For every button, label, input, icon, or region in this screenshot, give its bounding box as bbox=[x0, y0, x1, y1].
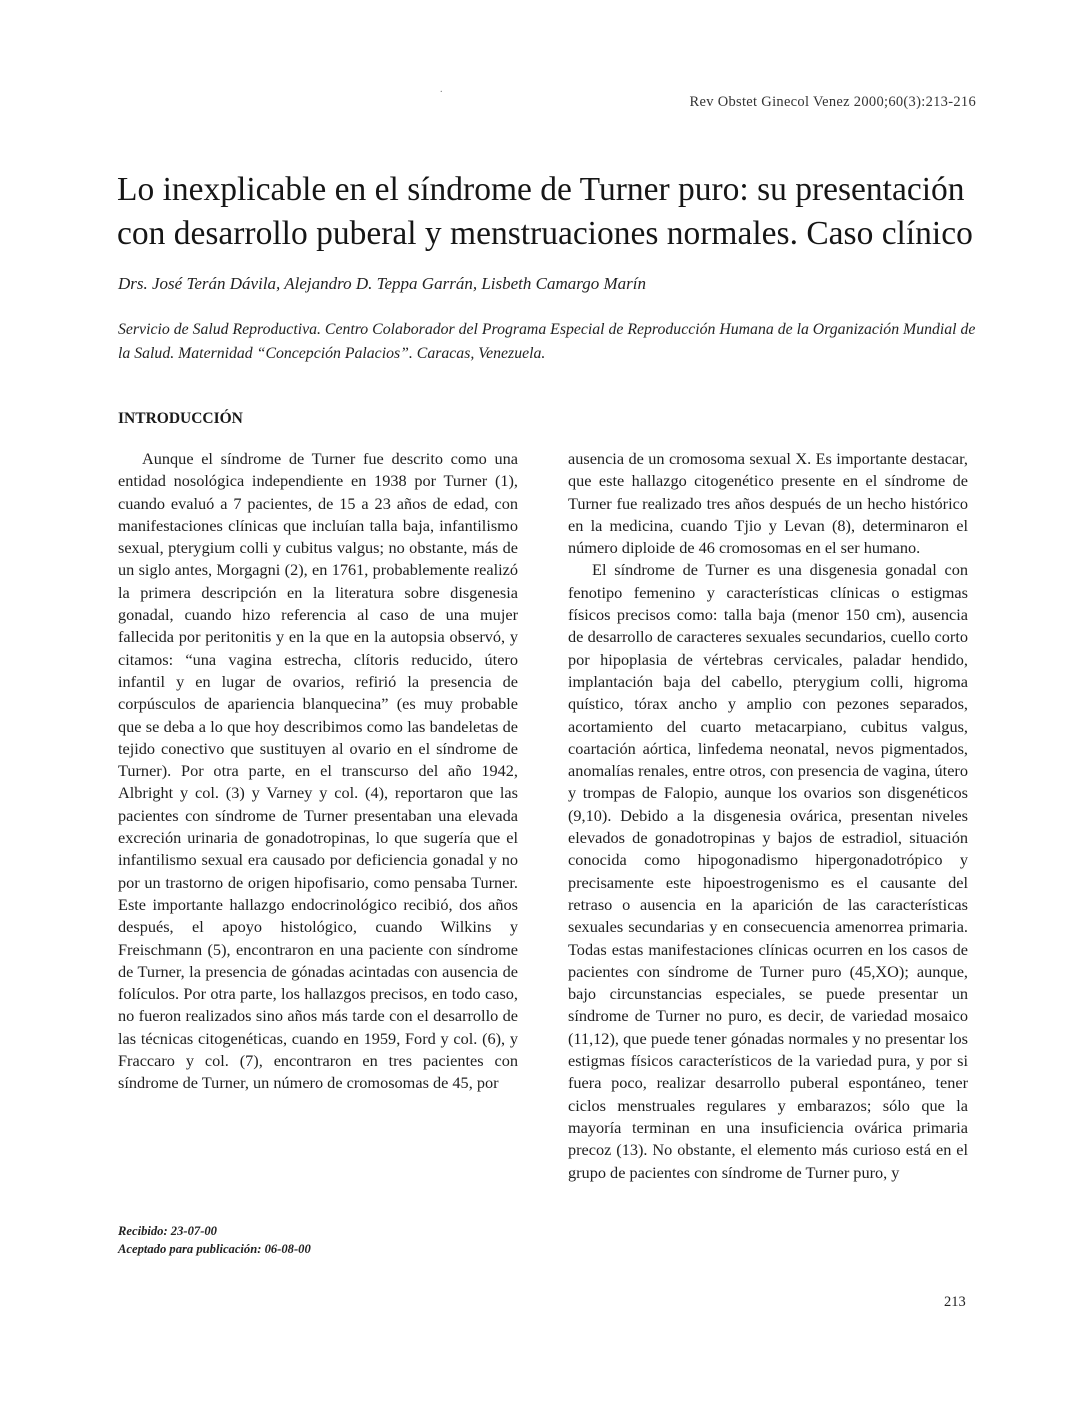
paragraph-intro-3: El síndrome de Turner es una disgenesia gonadal con fenotipo femenino y características clínicas o estigmas físicos precisos como: talla baja (menor 150 cm), ausencia de desarrollo de caracteres sexuales secundarios, cuello corto por hipoplasia de vértebras cervicales, paladar hendido, implantación baja del cabello, pterygium colli, higroma quístico, tórax ancho y amplio con pezones separados, acortamiento del cuarto metacarpiano, cubitus valgus, coartación aórtica, linfedema neonatal, nevos pigmentados, anomalías renales, entre otros, con presencia de vagina, útero y trompas de Falopio, aunque los ovarios son disgenéticos (9,10). Debido a la disgenesia ovárica, presentan niveles elevados de gonadotropinas y bajos de estradiol, situación conocida como hipogonadismo hipergonadotrópico y precisamente este hipoestrogenismo es el causante del retraso o ausencia en la aparición de las características sexuales secundarias y en consecuencia amenorrea primaria. Todas estas manifestaciones clínicas ocurren en los casos de pacientes con síndrome de Turner puro (45,XO); aunque, bajo circunstancias especiales, se puede presentar un síndrome de Turner no puro, es decir, de variedad mosaico (11,12), que puede tener gónadas normales y no presentar los estigmas físicos característicos de la variedad pura, y por si fuera poco, realizar desarrollo puberal espontáneo, tener ciclos menstruales regulares y embarazos; sólo que la mayoría terminan en una insuficiencia ovárica primaria precoz (13). No obstante, el elemento más curioso está en el grupo de pacientes con síndrome de Turner puro, y bbox=[568, 560, 968, 1182]
section-heading-introduccion: INTRODUCCIÓN bbox=[118, 410, 243, 427]
submission-dates bbox=[118, 1222, 311, 1258]
journal-reference: Rev Obstet Ginecol Venez 2000;60(3):213-216 bbox=[689, 94, 976, 110]
received-date: Recibido: 23-07-00 bbox=[118, 1224, 217, 1238]
column-left bbox=[118, 448, 518, 1095]
page-number: 213 bbox=[944, 1294, 966, 1310]
column-right bbox=[568, 448, 968, 1184]
accepted-date: Aceptado para publicación: 06-08-00 bbox=[118, 1242, 311, 1256]
paragraph-intro-1: Aunque el síndrome de Turner fue descrito como una entidad nosológica independiente en 1938 por Turner (1), cuando evaluó a 7 pacientes, de 15 a 23 años de edad, con manifestaciones clínicas que incluían talla baja, infantilismo sexual, pterygium colli y cubitus valgus; no obstante, más de un siglo antes, Morgagni (2), en 1761, probablemente realizó la primera descripción en la literatura sobre disgenesia gonadal, cuando hizo referencia al caso de una mujer fallecida por peritonitis y en la que en la autopsia observó, y citamos: “una vagina estrecha, clítoris reducido, útero infantil y en lugar de ovarios, refirió la presencia de corpúsculos de apariencia blanquecina” (es muy probable que se deba a lo que hoy describimos como las bandeletas de tejido conectivo que sustituyen al ovario en el síndrome de Turner). Por otra parte, en el transcurso del año 1942, Albright y col. (3) y Varney y col. (4), reportaron que las pacientes con síndrome de Turner presentaban una elevada excreción urinaria de gonadotropinas, lo que sugería que el infantilismo sexual era causado por deficiencia gonadal y no por un trastorno de origen hipofisario, como pensaba Turner. Este importante hallazgo endocrinológico recibió, dos años después, el apoyo histológico, cuando Wilkins y Freischmann (5), encontraron en una paciente con síndrome de Turner, la presencia de gónadas acintadas con ausencia de folículos. Por otra parte, los hallazgos precisos, en todo caso, no fueron realizados sino años más tarde con el desarrollo de las técnicas citogenéticas, cuando en 1959, Ford y col. (6), y Fraccaro y col. (7), encontraron en tres pacientes con síndrome de Turner, un número de cromosomas de 45, por bbox=[118, 449, 518, 1093]
article-affiliation: Servicio de Salud Reproductiva. Centro Colaborador del Programa Especial de Reproducción Humana de la Organización Mundial de la Salud. Maternidad “Concepción Palacios”. Caracas, Venezuela. bbox=[118, 321, 976, 362]
stray-mark: . bbox=[440, 84, 443, 95]
paragraph-intro-2: ausencia de un cromosoma sexual X. Es importante destacar, que este hallazgo citogenético presente en el síndrome de Turner fue realizado tres años después de un hecho histórico en la medicina, cuando Tjio y Levan (8), determinaron el número diploide de 46 cromosomas en el ser humano. bbox=[568, 449, 968, 558]
article-title: Lo inexplicable en el síndrome de Turner puro: su presentación con desarrollo puberal y menstruaciones normales. Caso clínico bbox=[117, 171, 973, 252]
article-authors: Drs. José Terán Dávila, Alejandro D. Teppa Garrán, Lisbeth Camargo Marín bbox=[118, 274, 646, 293]
